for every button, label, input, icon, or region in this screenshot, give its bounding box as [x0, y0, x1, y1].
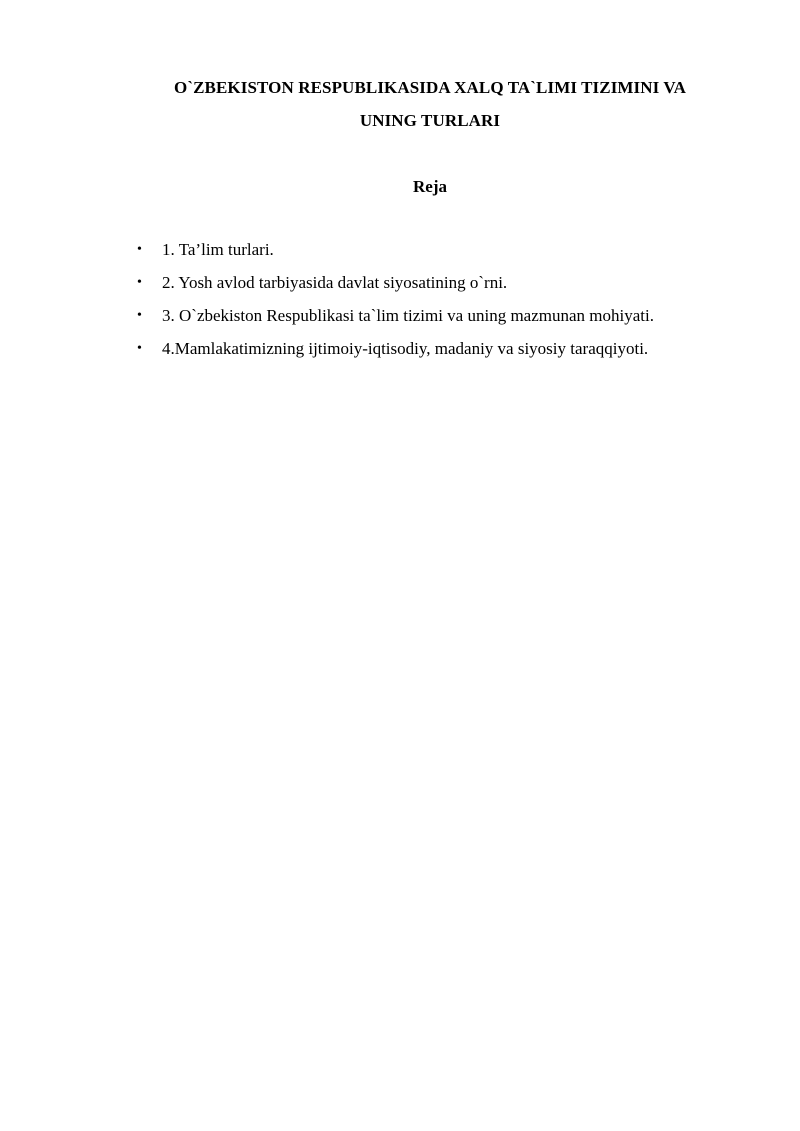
plan-item-text: 2. Yosh avlod tarbiyasida davlat siyosatining o`rni.: [162, 273, 508, 292]
plan-item-4: [135, 332, 755, 365]
plan-item-text: 4.Mamlakatimizning ijtimoiy-iqtisodiy, madaniy va siyosiy taraqqiyoti.: [162, 339, 649, 358]
plan-item-1: [135, 233, 755, 266]
plan-heading: Reja: [413, 177, 447, 196]
plan-item-3: [135, 299, 755, 332]
plan-item-text: 1. Ta’lim turlari.: [162, 240, 274, 259]
document-title: [110, 71, 750, 137]
plan-list: [135, 233, 755, 365]
bullet-icon: •: [137, 308, 142, 323]
title-line-2: UNING TURLARI: [359, 111, 501, 130]
bullet-icon: •: [137, 275, 142, 290]
plan-item-2: [135, 266, 755, 299]
title-line-1: O`ZBEKISTON RESPUBLIKASIDA XALQ TA`LIMI TIZIMINI VA: [174, 78, 686, 97]
bullet-icon: •: [137, 242, 142, 257]
plan-item-text: 3. O`zbekiston Respublikasi ta`lim tizimi va uning mazmunan mohiyati.: [162, 306, 654, 325]
bullet-icon: •: [137, 341, 142, 356]
